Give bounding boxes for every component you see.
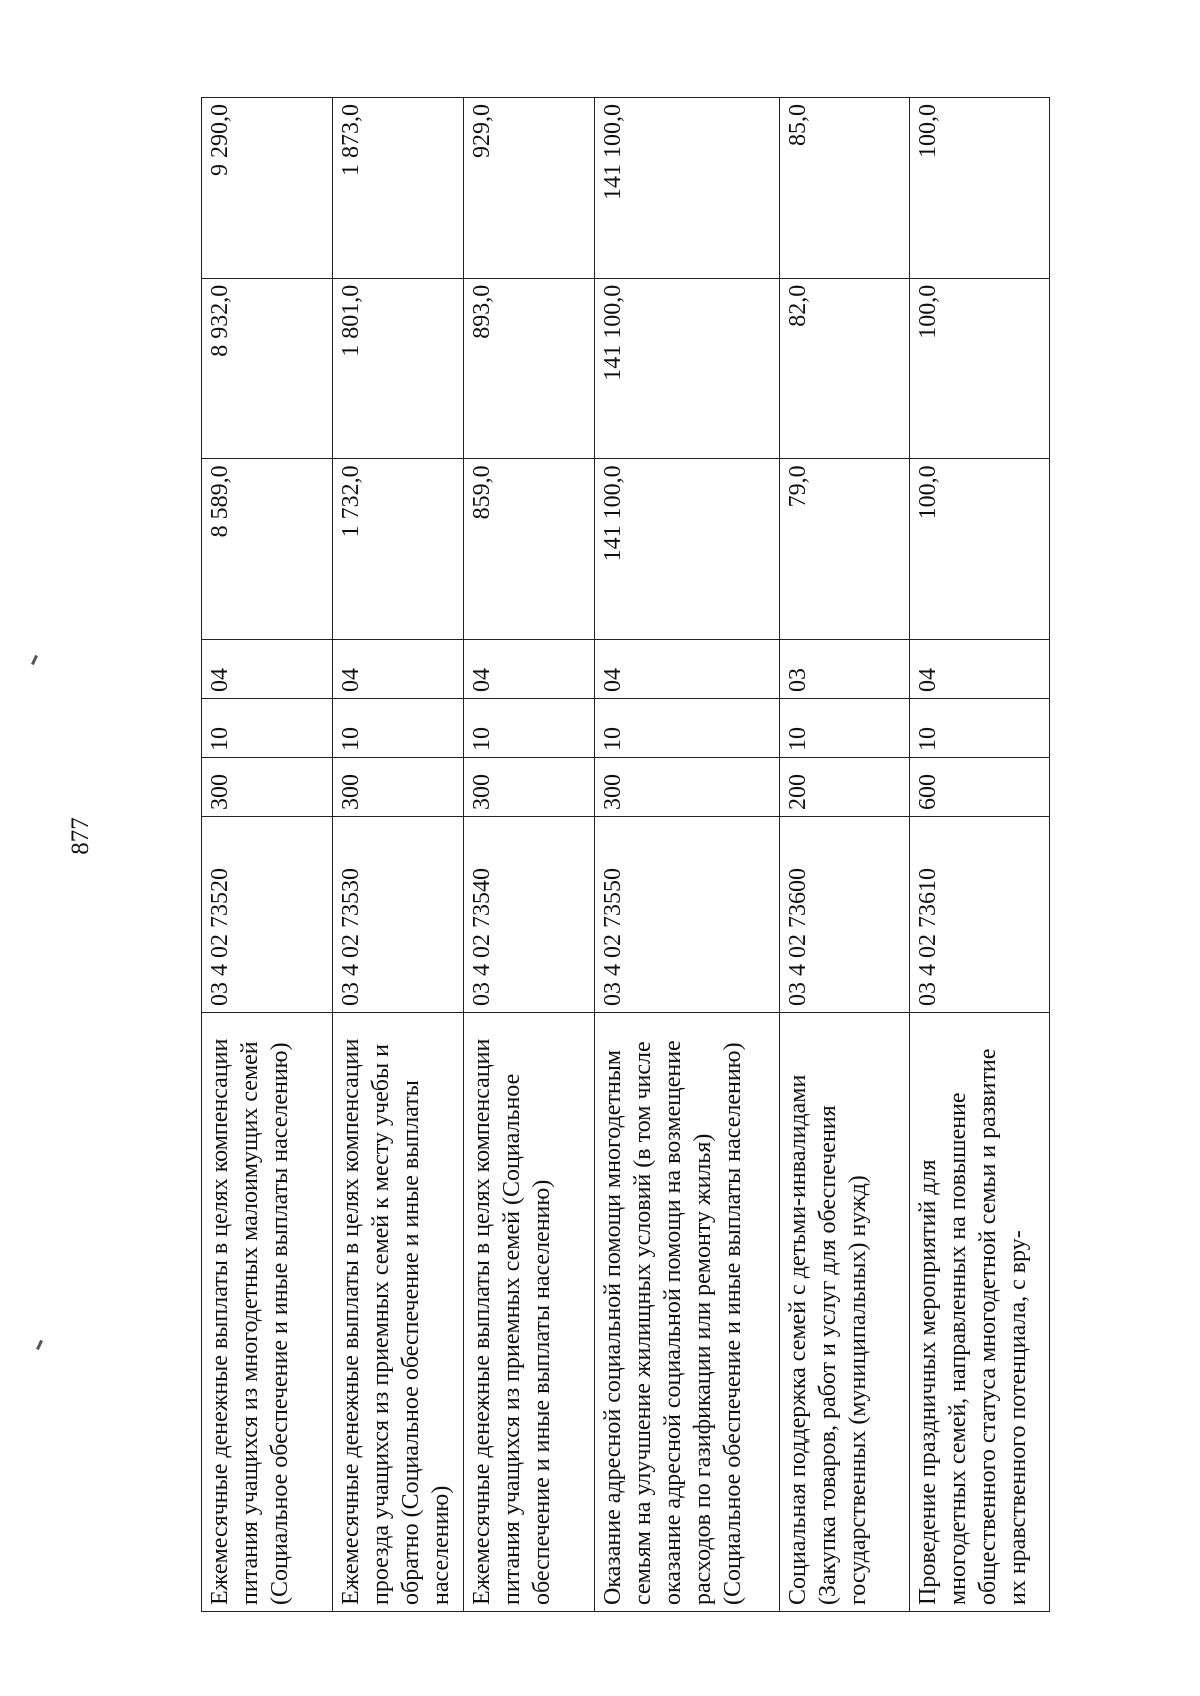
expense-type: 300 — [595, 758, 780, 817]
subsection-code: 04 — [464, 640, 595, 699]
subsection-code: 04 — [910, 640, 1050, 699]
amount-year-2: 141 100,0 — [595, 278, 780, 459]
budget-table — [201, 97, 1050, 1612]
amount-year-1: 859,0 — [464, 459, 595, 640]
amount-year-1: 141 100,0 — [595, 459, 780, 640]
row-description: Проведение праздничных мероприятий для многодетных семей, направленных на повышение общественного статуса многодетной семьи и развитие их нравственного потенциала, с вру- — [910, 1013, 1050, 1612]
amount-year-2: 100,0 — [910, 278, 1050, 459]
subsection-code: 04 — [595, 640, 780, 699]
table-row — [780, 98, 910, 1612]
amount-year-2: 8 932,0 — [202, 278, 333, 459]
expense-type: 300 — [333, 758, 464, 817]
subsection-code: 04 — [202, 640, 333, 699]
section-code: 10 — [333, 699, 464, 758]
amount-year-1: 8 589,0 — [202, 459, 333, 640]
amount-year-2: 1 801,0 — [333, 278, 464, 459]
amount-year-1: 100,0 — [910, 459, 1050, 640]
target-code: 03 4 02 73610 — [910, 817, 1050, 1013]
row-description: Ежемесячные денежные выплаты в целях компенсации питания учащихся из многодетных малоимущих семей (Социальное обеспечение и иные выплаты населению) — [202, 1013, 333, 1612]
expense-type: 200 — [780, 758, 910, 817]
amount-year-3: 141 100,0 — [595, 98, 780, 279]
expense-type: 300 — [464, 758, 595, 817]
amount-year-2: 82,0 — [780, 278, 910, 459]
target-code: 03 4 02 73600 — [780, 817, 910, 1013]
section-code: 10 — [202, 699, 333, 758]
target-code: 03 4 02 73530 — [333, 817, 464, 1013]
row-description: Ежемесячные денежные выплаты в целях компенсации питания учащихся из приемных семей (Социальное обеспечение и иные выплаты населению) — [464, 1013, 595, 1612]
section-code: 10 — [464, 699, 595, 758]
table-row — [910, 98, 1050, 1612]
row-description: Ежемесячные денежные выплаты в целях компенсации проезда учащихся из приемных семей к месту учебы и обратно (Социальное обеспечение и иные выплаты населению) — [333, 1013, 464, 1612]
amount-year-2: 893,0 — [464, 278, 595, 459]
table-row — [202, 98, 333, 1612]
row-description: Социальная поддержка семей с детьми-инвалидами (Закупка товаров, работ и услуг для обеспечения государственных (муниципальных) нужд) — [780, 1013, 910, 1612]
amount-year-3: 929,0 — [464, 98, 595, 279]
amount-year-3: 100,0 — [910, 98, 1050, 279]
row-description: Оказание адресной социальной помощи многодетным семьям на улучшение жилищных условий (в том числе оказание адресной социальной помощи на возмещение расходов по газификации или ремонту жилья) (Социальное обеспечение и иные выплаты населению) — [595, 1013, 780, 1612]
amount-year-3: 1 873,0 — [333, 98, 464, 279]
subsection-code: 03 — [780, 640, 910, 699]
amount-year-1: 1 732,0 — [333, 459, 464, 640]
expense-type: 300 — [202, 758, 333, 817]
expense-type: 600 — [910, 758, 1050, 817]
table-row — [464, 98, 595, 1612]
target-code: 03 4 02 73520 — [202, 817, 333, 1013]
section-code: 10 — [780, 699, 910, 758]
table-row — [595, 98, 780, 1612]
table-row — [333, 98, 464, 1612]
section-code: 10 — [595, 699, 780, 758]
page-number: 877 — [67, 817, 94, 855]
target-code: 03 4 02 73540 — [464, 817, 595, 1013]
subsection-code: 04 — [333, 640, 464, 699]
amount-year-3: 85,0 — [780, 98, 910, 279]
section-code: 10 — [910, 699, 1050, 758]
amount-year-1: 79,0 — [780, 459, 910, 640]
amount-year-3: 9 290,0 — [202, 98, 333, 279]
target-code: 03 4 02 73550 — [595, 817, 780, 1013]
